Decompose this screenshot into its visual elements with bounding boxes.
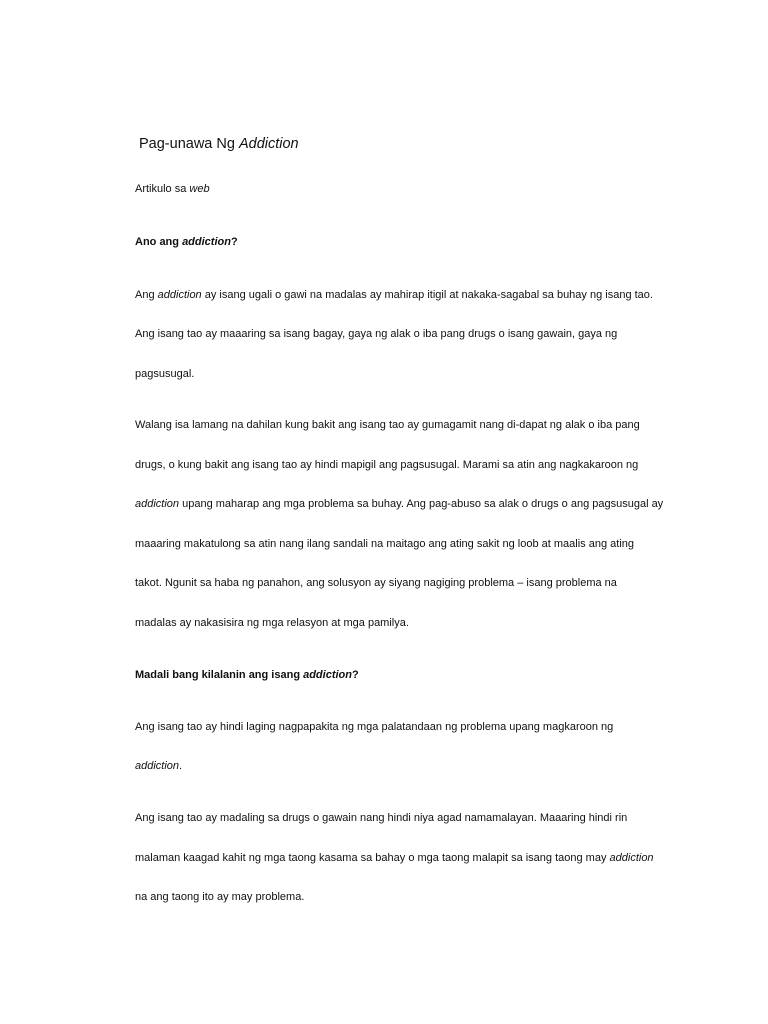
subtitle <box>135 182 210 196</box>
heading2-suffix: ? <box>351 669 359 681</box>
para1-line3: pagsusugal. <box>135 368 195 380</box>
para2-line3 <box>135 497 663 511</box>
para2-line3-italic: addiction <box>135 498 180 510</box>
para3-line1: Ang isang tao ay hindi laging nagpapakita ng mga palatandaan ng problema upang magkaroon ng <box>135 721 614 733</box>
para4-line2-prefix: malaman kaagad kahit ng mga taong kasama sa bahay o mga taong malapit sa isang taong may <box>135 852 610 864</box>
para3-line2-suffix: . <box>179 760 183 772</box>
para1-line1-italic: addiction <box>157 289 202 301</box>
para4-line2-italic: addiction <box>609 852 654 864</box>
subtitle-prefix: Artikulo sa <box>135 183 190 195</box>
page-title <box>139 136 299 152</box>
para2-line3-suffix: upang maharap ang mga problema sa buhay. Ang pag-abuso sa alak o drugs o ang pagsusugal ay <box>179 498 664 510</box>
para3-line2 <box>135 759 182 773</box>
para1-line2: Ang isang tao ay maaaring sa isang bagay, gaya ng alak o iba pang drugs o isang gawain, gaya ng <box>135 328 618 340</box>
para1-line1-prefix: Ang <box>135 289 158 301</box>
section-heading-1 <box>135 235 238 249</box>
title-italic: Addiction <box>238 136 299 152</box>
para4-line3: na ang taong ito ay may problema. <box>135 891 305 903</box>
para2-line1: Walang isa lamang na dahilan kung bakit ang isang tao ay gumagamit nang di-dapat ng alak o iba pang <box>135 419 640 431</box>
para1-line1-suffix: ay isang ugali o gawi na madalas ay mahirap itigil at nakaka-sagabal sa buhay ng isang tao. <box>201 289 653 301</box>
subtitle-italic: web <box>189 183 210 195</box>
para3-line2-italic: addiction <box>135 760 180 772</box>
heading1-prefix: Ano ang <box>135 236 183 248</box>
para4-line2 <box>135 851 654 865</box>
heading1-suffix: ? <box>230 236 238 248</box>
para2-line5: takot. Ngunit sa haba ng panahon, ang solusyon ay siyang nagiging problema – isang problema na <box>135 577 617 589</box>
heading2-prefix: Madali bang kilalanin ang isang <box>135 669 304 681</box>
heading2-italic: addiction <box>303 669 352 681</box>
para2-line4: maaaring makatulong sa atin nang ilang sandali na maitago ang ating sakit ng loob at maalis ang ating <box>135 538 634 550</box>
para2-line2: drugs, o kung bakit ang isang tao ay hindi mapigil ang pagsusugal. Marami sa atin ang nagkakaroon ng <box>135 459 639 471</box>
para4-line1: Ang isang tao ay madaling sa drugs o gawain nang hindi niya agad namamalayan. Maaaring hindi rin <box>135 812 628 824</box>
heading1-italic: addiction <box>182 236 231 248</box>
para1-line1 <box>135 288 653 302</box>
title-prefix: Pag-unawa Ng <box>139 136 239 152</box>
para2-line6: madalas ay nakasisira ng mga relasyon at mga pamilya. <box>135 617 409 629</box>
section-heading-2 <box>135 668 359 682</box>
